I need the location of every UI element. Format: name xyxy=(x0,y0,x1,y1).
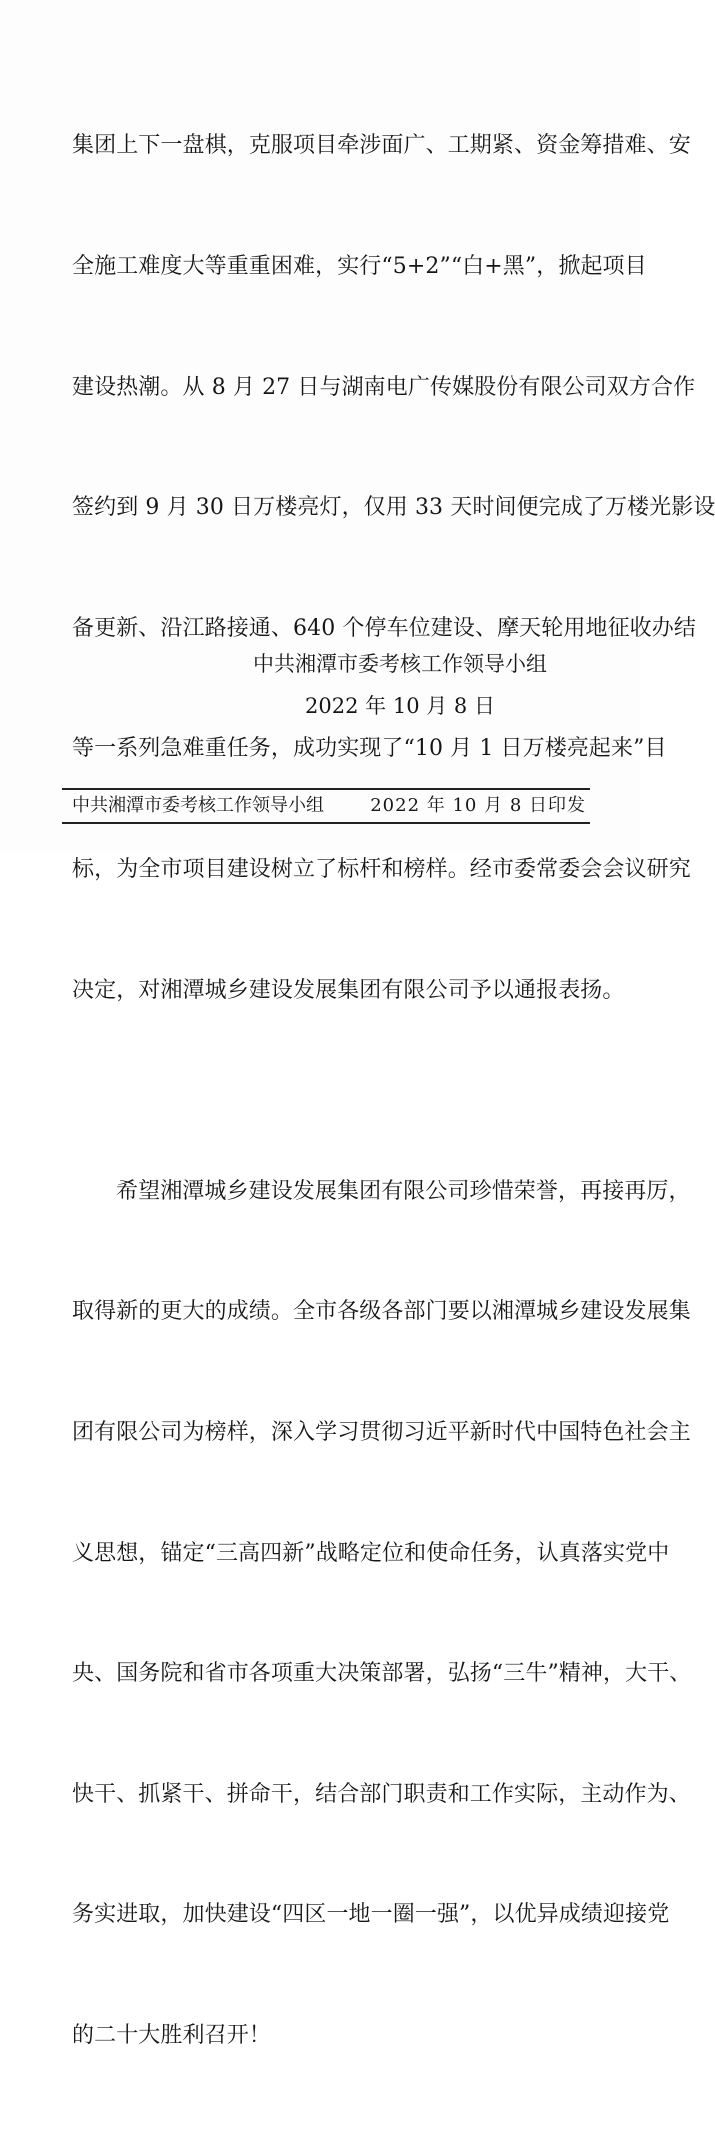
paragraph-2-line: 希望湘潭城乡建设发展集团有限公司珍惜荣誉，再接再厉， xyxy=(116,1178,691,1204)
signature-date: 2022 年 10 月 8 日 xyxy=(305,694,495,718)
signature-organization: 中共湘潭市委考核工作领导小组 xyxy=(253,652,547,676)
paragraph-1-line: 集团上下一盘棋，克服项目牵涉面广、工期紧、资金筹措难、安 xyxy=(72,133,691,159)
footer-divider-bottom xyxy=(62,822,590,824)
paragraph-1-line: 标，为全市项目建设树立了标杆和榜样。经市委常委会会议研究 xyxy=(72,857,691,883)
paragraph-1 xyxy=(72,46,715,1091)
paragraph-1-line: 签约到 9 月 30 日万楼亮灯，仅用 33 天时间便完成了万楼光影设 xyxy=(72,495,715,521)
paragraph-2-line: 务实进取，加快建设“四区一地一圈一强”，以优异成绩迎接党 xyxy=(72,1902,670,1928)
paragraph-2 xyxy=(72,1091,692,2136)
document-footer xyxy=(72,792,592,820)
paragraph-2-line: 团有限公司为榜样，深入学习贯彻习近平新时代中国特色社会主 xyxy=(72,1419,691,1445)
paragraph-2-line: 快干、抓紧干、拼命干，结合部门职责和工作实际，主动作为、 xyxy=(72,1781,691,1807)
paragraph-2-line: 央、国务院和省市各项重大决策部署，弘扬“三牛”精神，大干、 xyxy=(72,1661,692,1687)
paragraph-2-line: 义思想，锚定“三高四新”战略定位和使命任务，认真落实党中 xyxy=(72,1540,670,1566)
paragraph-2-line: 取得新的更大的成绩。全市各级各部门要以湘潭城乡建设发展集 xyxy=(72,1299,691,1325)
footer-divider-top xyxy=(62,788,590,790)
paragraph-1-line: 等一系列急难重任务，成功实现了“10 月 1 日万楼亮起来”目 xyxy=(72,736,667,762)
signature-block xyxy=(220,646,580,724)
paragraph-1-line: 备更新、沿江路接通、640 个停车位建设、摩天轮用地征收办结 xyxy=(72,615,696,641)
paragraph-1-line: 决定，对湘潭城乡建设发展集团有限公司予以通报表扬。 xyxy=(72,977,625,1003)
document-body xyxy=(72,46,715,2137)
paragraph-1-line: 全施工难度大等重重困难，实行“5+2”“白+黑”，掀起项目 xyxy=(72,254,647,280)
footer-print-date: 2022 年 10 月 8 日印发 xyxy=(370,795,586,816)
footer-issuer: 中共湘潭市委考核工作领导小组 xyxy=(72,795,324,816)
paragraph-2-line: 的二十大胜利召开！ xyxy=(72,2022,271,2048)
paragraph-1-line: 建设热潮。从 8 月 27 日与湖南电广传媒股份有限公司双方合作 xyxy=(72,374,696,400)
